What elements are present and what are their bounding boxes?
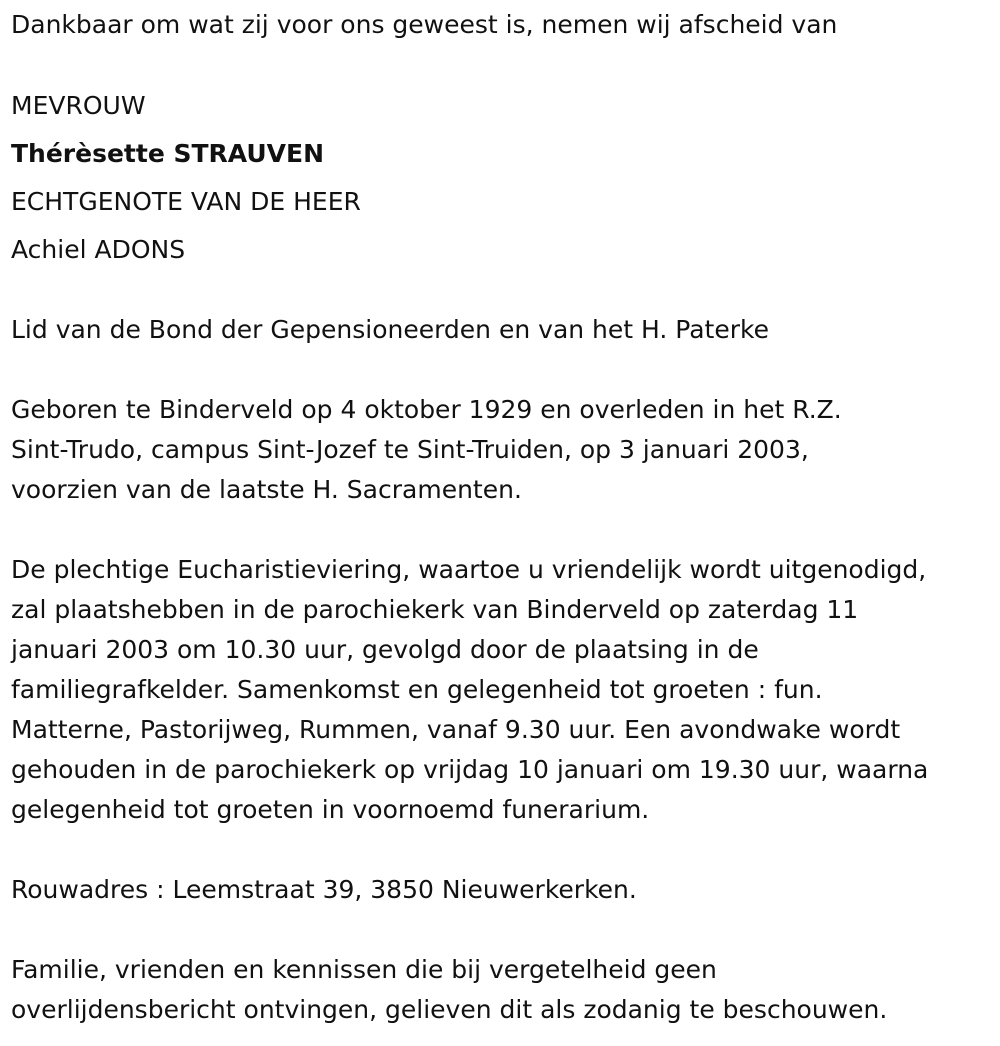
closing-line: Familie, vrienden en kennissen die bij vergetelheid geen bbox=[11, 955, 717, 984]
mourning-address: Rouwadres : Leemstraat 39, 3850 Nieuwerkerken. bbox=[11, 875, 637, 904]
ceremony-line: De plechtige Eucharistieviering, waartoe u vriendelijk wordt uitgenodigd, bbox=[11, 555, 927, 584]
spouse-name: Achiel ADONS bbox=[11, 235, 186, 264]
ceremony-line: gelegenheid tot groeten in voornoemd funerarium. bbox=[11, 795, 650, 824]
ceremony-line: Matterne, Pastorijweg, Rummen, vanaf 9.30 uur. Een avondwake wordt bbox=[11, 715, 901, 744]
membership-text: Lid van de Bond der Gepensioneerden en van het H. Paterke bbox=[11, 315, 769, 344]
birth-death-line: Sint-Trudo, campus Sint-Jozef te Sint-Truiden, op 3 januari 2003, bbox=[11, 435, 809, 464]
relation-text: ECHTGENOTE VAN DE HEER bbox=[11, 187, 361, 216]
deceased-name: Thérèsette STRAUVEN bbox=[11, 139, 325, 168]
birth-death-line: Geboren te Binderveld op 4 oktober 1929 en overleden in het R.Z. bbox=[11, 395, 842, 424]
intro-text: Dankbaar om wat zij voor ons geweest is, nemen wij afscheid van bbox=[11, 10, 838, 39]
ceremony-line: zal plaatshebben in de parochiekerk van Binderveld op zaterdag 11 bbox=[11, 595, 859, 624]
honorific: MEVROUW bbox=[11, 91, 146, 120]
ceremony-line: januari 2003 om 10.30 uur, gevolgd door de plaatsing in de bbox=[11, 635, 759, 664]
birth-death-line: voorzien van de laatste H. Sacramenten. bbox=[11, 475, 522, 504]
ceremony-line: gehouden in de parochiekerk op vrijdag 10 januari om 19.30 uur, waarna bbox=[11, 755, 929, 784]
closing-line: overlijdensbericht ontvingen, gelieven dit als zodanig te beschouwen. bbox=[11, 995, 888, 1024]
ceremony-line: familiegrafkelder. Samenkomst en gelegenheid tot groeten : fun. bbox=[11, 675, 823, 704]
